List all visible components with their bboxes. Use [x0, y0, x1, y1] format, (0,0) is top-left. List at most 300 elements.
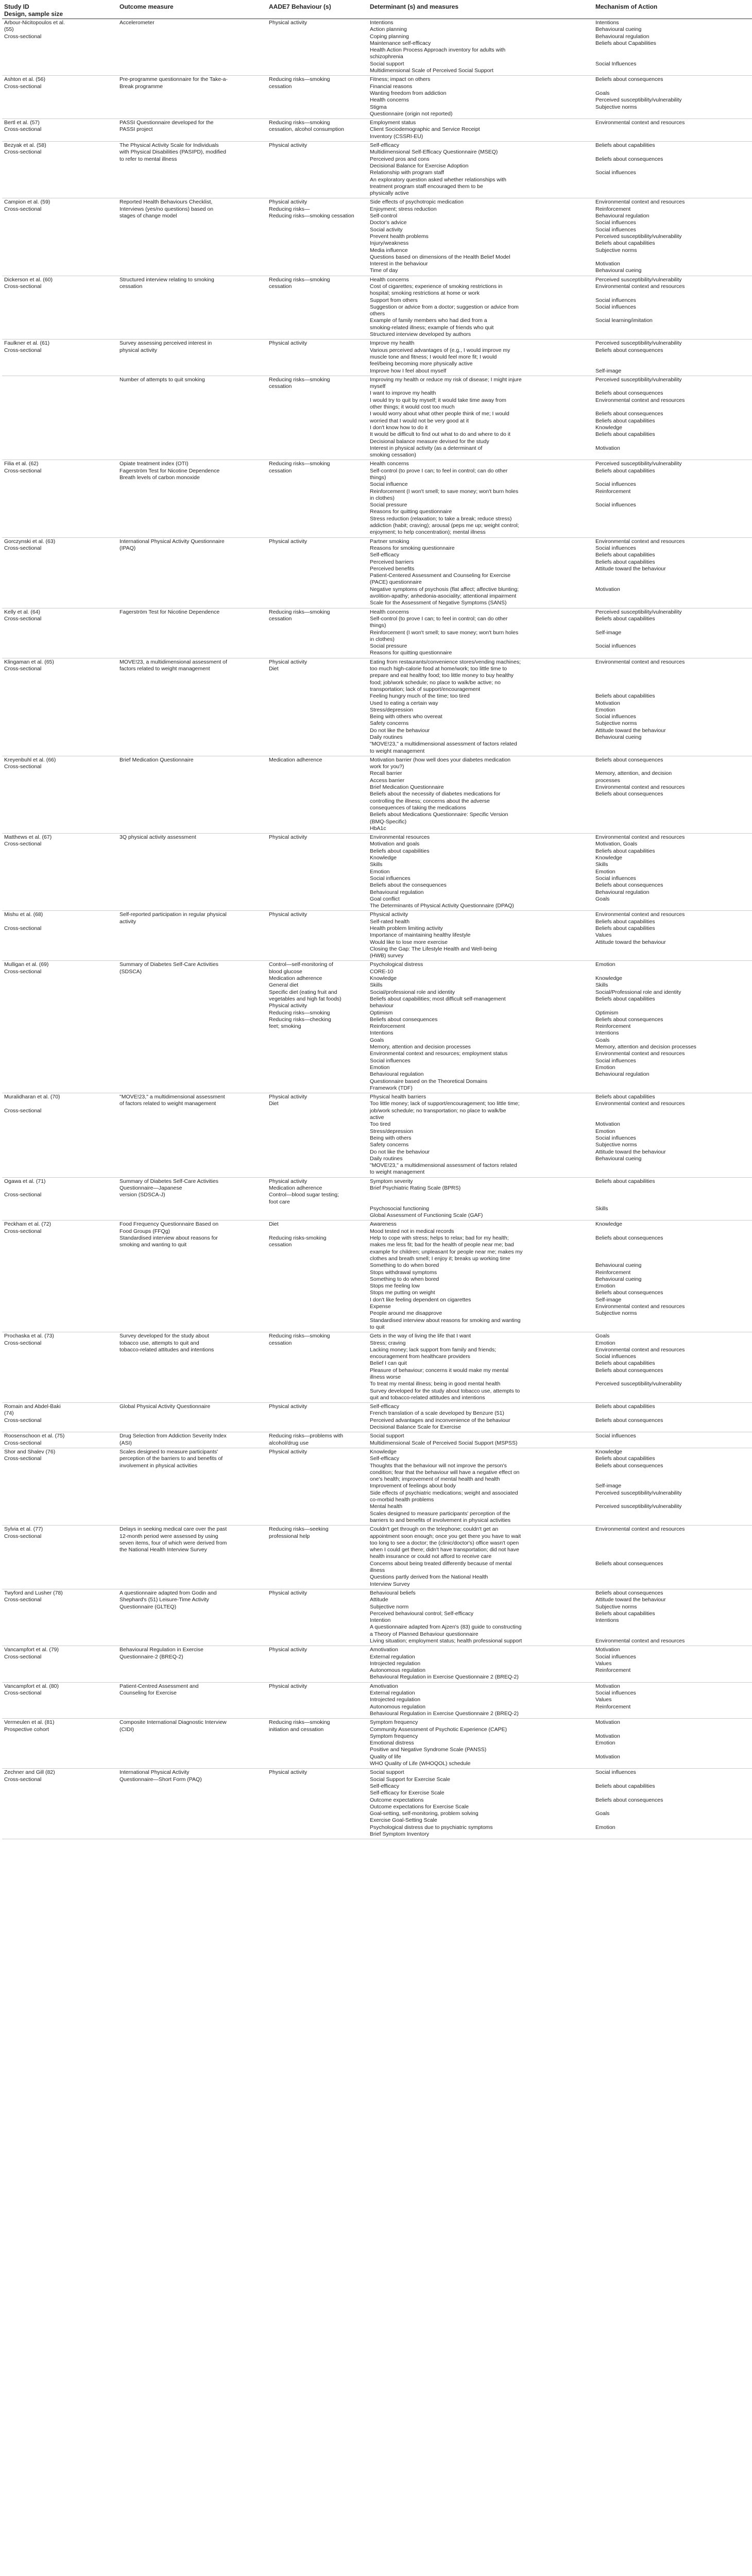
determinants-line: Social support: [370, 1769, 404, 1776]
mechanism-line: [595, 1256, 752, 1262]
mechanism-line: Behavioural regulation: [595, 213, 650, 219]
determinants-line: treatment program staff encouraged them to be: [370, 183, 483, 190]
table-row: [2, 1589, 752, 1646]
determinants-line: Goals: [370, 1037, 384, 1043]
determinants-line: Recall barrier: [370, 770, 402, 777]
mechanism-line: [595, 579, 752, 586]
mechanism-line: Memory, attention, and decision: [595, 770, 672, 777]
study-cell: [2, 1589, 117, 1646]
determinants-line: Being with others who overeat: [370, 714, 442, 720]
determinants-line: Interest in the behaviour: [370, 261, 428, 267]
mechanism-cell: [593, 1432, 752, 1448]
study-cell: [2, 1432, 117, 1448]
determinants-line: quit and tobacco-related attitudes and intentions: [370, 1394, 485, 1401]
mechanism-line: Social/Professional role and identity: [595, 989, 681, 995]
outcome-line: The Physical Activity Scale for Individuals: [119, 142, 219, 149]
study-cell: [2, 834, 117, 911]
mechanism-line: Values: [595, 932, 612, 939]
determinants-line: "MOVE!23," a multidimensional assessment of factors related: [370, 741, 517, 748]
determinants-line: Mental health: [370, 1503, 403, 1510]
table-body: [2, 19, 752, 1839]
determinants-cell: [368, 276, 593, 340]
determinants-line: Safety concerns: [370, 720, 409, 727]
aade7-line: cessation: [269, 1242, 292, 1248]
aade7-line: Reducing risks—smoking: [269, 1333, 330, 1340]
mechanism-line: Motivation: [595, 1121, 620, 1128]
mechanism-line: Social influences: [595, 297, 636, 303]
study-line: Cross-sectional: [4, 467, 42, 474]
determinants-line: Help to cope with stress; helps to relax; bad for my health;: [370, 1235, 509, 1242]
outcome-line: Questionnaire-2 (BREQ-2): [119, 1653, 183, 1660]
study-line: Cross-sectional: [4, 666, 42, 672]
mechanism-line: Beliefs about capabilities: [595, 240, 655, 247]
outcome-line: Questionnaire—Japanese: [119, 1184, 182, 1191]
determinants-line: Enjoyment; stress reduction: [370, 206, 437, 212]
determinants-line: in clothes): [370, 636, 395, 642]
outcome-line: (CIDI): [119, 1726, 134, 1733]
table-row: [2, 1403, 752, 1432]
mechanism-line: Reinforcement: [595, 1023, 631, 1030]
table-row: [2, 198, 752, 276]
mechanism-line: [595, 67, 752, 74]
determinants-line: Outcome expectations: [370, 1797, 424, 1803]
determinants-line: Safety concerns: [370, 1142, 409, 1148]
mechanism-line: Beliefs about consequences: [595, 347, 663, 353]
determinants-line: Perceived benefits: [370, 565, 415, 572]
study-line: Cross-sectional: [4, 347, 42, 353]
mechanism-line: Subjective norms: [595, 1310, 637, 1317]
determinants-line: Being with others: [370, 1134, 412, 1141]
study-line: Cross-sectional: [4, 206, 42, 212]
study-line: Cross-sectional: [4, 1439, 42, 1446]
determinants-cell: [368, 834, 593, 911]
table-row: [2, 911, 752, 961]
aade7-line: Reducing risks—problems with: [269, 1433, 344, 1439]
determinants-line: Do not like the behaviour: [370, 1148, 430, 1155]
mechanism-line: [595, 686, 752, 693]
determinants-line: illness worse: [370, 1374, 401, 1380]
mechanism-line: Motivation: [595, 1719, 620, 1726]
study-line: Cross-sectional: [4, 925, 42, 931]
determinants-line: Introjected regulation: [370, 1660, 421, 1667]
determinants-line: (PACE) questionnaire: [370, 579, 422, 586]
mechanism-cell: [593, 608, 752, 658]
mechanism-line: [595, 325, 752, 331]
aade7-cell: [267, 1432, 368, 1448]
mechanism-cell: [593, 340, 752, 376]
study-line: Sylvia et al. (77): [4, 1526, 43, 1533]
mechanism-cell: [593, 1332, 752, 1403]
determinants-line: Social activity: [370, 226, 403, 233]
determinants-line: Coping planning: [370, 33, 409, 40]
determinants-line: Improve my health: [370, 340, 415, 347]
mechanism-line: Social learning/imitation: [595, 317, 653, 324]
determinants-cell: [368, 376, 593, 460]
determinants-line: [370, 1192, 591, 1198]
mechanism-line: Behavioural regulation: [595, 33, 650, 40]
determinants-line: Environmental resources: [370, 834, 430, 841]
aade7-line: Reducing risks—smoking: [269, 376, 330, 383]
determinants-line: Multidimensional Scale of Perceived Social Support: [370, 67, 493, 74]
mechanism-line: Motivation: [595, 445, 620, 451]
determinants-cell: [368, 1432, 593, 1448]
determinants-line: Social influence: [370, 481, 408, 488]
determinants-line: Eating from restaurants/convenience stores/vending machines;: [370, 658, 521, 665]
study-line: Bezyak et al. (58): [4, 142, 46, 149]
determinants-line: Survey developed for the study about tobacco use, attempts to: [370, 1387, 520, 1394]
mechanism-line: Skills: [595, 982, 608, 989]
study-line: Peckham et al. (72): [4, 1221, 52, 1228]
determinants-cell: [368, 1332, 593, 1403]
mechanism-line: Beliefs about capabilities: [595, 1360, 655, 1367]
determinants-line: too long to see a doctor; the (clinic/doctor's) office wasn't open: [370, 1539, 519, 1546]
mechanism-line: Motivation: [595, 1647, 620, 1653]
determinants-line: addiction (habit; craving); arousal (peps me up; weight control;: [370, 522, 519, 529]
mechanism-line: Beliefs about capabilities: [595, 467, 655, 474]
determinants-line: Perceived barriers: [370, 558, 414, 565]
study-line: Ashton et al. (56): [4, 76, 45, 83]
aade7-line: Reducing risks—smoking: [269, 1719, 330, 1726]
determinants-line: Reinforcement (I won't smell; to save money; won't burn holes: [370, 488, 519, 495]
mechanism-line: Social influences: [595, 1769, 636, 1776]
determinants-cell: [368, 460, 593, 537]
determinants-line: Health concerns: [370, 276, 409, 283]
determinants-line: Health concerns: [370, 461, 409, 467]
mechanism-line: Knowledge: [595, 1448, 622, 1455]
determinants-line: "MOVE!23," a multidimensional assessment of factors related: [370, 1162, 517, 1169]
mechanism-line: Beliefs about consequences: [595, 882, 663, 889]
mechanism-line: Social influences: [595, 1057, 636, 1064]
determinants-line: Interest in physical activity (as a determinant of: [370, 445, 483, 451]
aade7-line: General diet: [269, 982, 299, 989]
determinants-line: Prevent health problems: [370, 233, 429, 240]
study-cell: [2, 1403, 117, 1432]
determinants-line: Symptom severity: [370, 1178, 413, 1184]
determinants-cell: [368, 1221, 593, 1332]
determinants-line: enjoyment; to help concentration); mental illness: [370, 529, 486, 536]
determinants-line: to weight management: [370, 1169, 425, 1176]
mechanism-line: [595, 1574, 752, 1581]
determinants-cell: [368, 19, 593, 76]
determinants-line: in clothes): [370, 495, 395, 501]
determinants-line: worried that I would not be very good at it: [370, 417, 469, 424]
study-line: Prochaska et al. (73): [4, 1333, 54, 1340]
outcome-line: Summary of Diabetes Self-Care Activities: [119, 1178, 218, 1184]
mechanism-line: Beliefs about consequences: [595, 756, 663, 763]
study-cell: [2, 19, 117, 76]
determinants-line: Inventory (CSSRI-EU): [370, 133, 423, 140]
determinants-line: Intentions: [370, 20, 394, 26]
determinants-line: Goal conflict: [370, 895, 400, 902]
table-row: [2, 537, 752, 608]
determinants-line: transportation; lack of support/encouragement: [370, 686, 481, 692]
mechanism-line: [595, 1410, 752, 1417]
mechanism-line: Behavioural cueing: [595, 1155, 642, 1162]
mechanism-line: Behavioural regulation: [595, 889, 650, 895]
determinants-line: Media influence: [370, 247, 408, 253]
determinants-line: Self-rated health: [370, 918, 410, 925]
outcome-line: Survey developed for the study about: [119, 1333, 209, 1340]
mechanism-cell: [593, 198, 752, 276]
outcome-cell: [117, 1769, 267, 1839]
header-aade7: AADE7 Behaviour (s): [267, 3, 368, 19]
mechanism-line: Knowledge: [595, 975, 622, 982]
study-line: Cross-sectional: [4, 83, 42, 90]
determinants-line: Amotivation: [370, 1647, 398, 1653]
mechanism-line: [595, 1162, 752, 1169]
table-row: [2, 608, 752, 658]
determinants-line: Scale for the Assessment of Negative Symptoms (SANS): [370, 600, 507, 606]
mechanism-line: [595, 331, 752, 338]
determinants-line: Relationship with program staff: [370, 170, 444, 176]
outcome-cell: [117, 658, 267, 756]
outcome-cell: [117, 1448, 267, 1525]
mechanism-line: Behavioural regulation: [595, 1071, 650, 1078]
mechanism-cell: [593, 834, 752, 911]
mechanism-line: Beliefs about consequences: [595, 1560, 663, 1567]
determinants-cell: [368, 76, 593, 119]
study-line: Cross-sectional: [4, 1417, 42, 1423]
mechanism-line: Beliefs about capabilities: [595, 995, 655, 1002]
determinants-line: Health problem limiting activity: [370, 925, 443, 931]
aade7-line: Control—blood sugar testing;: [269, 1192, 339, 1198]
determinants-line: Something to do when bored: [370, 1262, 439, 1269]
aade7-line: Reducing risks—smoking: [269, 276, 330, 283]
aade7-line: Physical activity: [269, 834, 307, 841]
determinants-line: a Theory of Planned Behaviour questionnaire: [370, 1631, 478, 1637]
mechanism-line: Beliefs about capabilities: [595, 1455, 655, 1462]
mechanism-line: [595, 1108, 752, 1114]
mechanism-line: Attitude toward the behaviour: [595, 1148, 666, 1155]
determinants-line: Emotion: [370, 868, 390, 875]
determinants-line: Multidimensional Self-Efficacy Questionnaire (MSEQ): [370, 149, 498, 156]
determinants-line: Improvement of feelings about body: [370, 1483, 456, 1489]
mechanism-line: [595, 572, 752, 579]
mechanism-cell: [593, 1526, 752, 1589]
mechanism-line: Environmental context and resources: [595, 397, 685, 403]
aade7-cell: [267, 1682, 368, 1718]
study-line: Zechner and Gill (82): [4, 1769, 55, 1776]
mechanism-line: [595, 1674, 752, 1681]
determinants-line: Physical activity: [370, 911, 408, 918]
outcome-cell: [117, 340, 267, 376]
study-cell: [2, 1177, 117, 1221]
header-study-id: Study ID: [4, 3, 29, 10]
determinants-line: to weight management: [370, 748, 425, 754]
mechanism-line: Social influences: [595, 303, 636, 310]
study-line: Ogawa et al. (71): [4, 1178, 46, 1184]
determinants-cell: [368, 961, 593, 1093]
determinants-line: Negative symptoms of psychosis (flat affect; affective blunting;: [370, 586, 519, 592]
outcome-line: Food Groups (FFQg): [119, 1228, 170, 1234]
determinants-line: Behavioural beliefs: [370, 1589, 416, 1596]
mechanism-cell: [593, 1221, 752, 1332]
aade7-line: cessation, alcohol consumption: [269, 126, 344, 133]
determinants-line: Decisional Balance for Exercise Adoption: [370, 162, 469, 169]
mechanism-line: [595, 1517, 752, 1524]
outcome-line: (IPAQ): [119, 545, 136, 551]
study-line: Cross-sectional: [4, 283, 42, 290]
mechanism-line: Motivation: [595, 1733, 620, 1739]
mechanism-line: Memory, attention and decision processes: [595, 1044, 696, 1050]
aade7-line: Diet: [269, 666, 279, 672]
mechanism-line: Intentions: [595, 1617, 619, 1624]
determinants-line: Psychological distress due to psychiatric symptoms: [370, 1824, 493, 1831]
study-cell: [2, 198, 117, 276]
mechanism-line: Environmental context and resources: [595, 1050, 685, 1057]
mechanism-line: [595, 522, 752, 529]
outcome-cell: [117, 1526, 267, 1589]
determinants-line: Optimism: [370, 1009, 393, 1016]
determinants-line: Positive and Negative Syndrome Scale (PANSS): [370, 1747, 487, 1753]
determinants-line: A questionnaire adapted from Ajzen's (83) guide to constructing: [370, 1624, 522, 1631]
outcome-line: cessation: [119, 283, 143, 290]
mechanism-line: [595, 529, 752, 536]
aade7-cell: [267, 119, 368, 142]
determinants-line: Social support: [370, 60, 404, 67]
study-cell: [2, 142, 117, 198]
mechanism-line: Subjective norms: [595, 247, 637, 253]
determinants-line: People around me disapprove: [370, 1310, 442, 1317]
determinants-line: Health concerns: [370, 608, 409, 615]
mechanism-line: [595, 946, 752, 953]
mechanism-line: Beliefs about capabilities: [595, 558, 655, 565]
mechanism-line: [595, 798, 752, 805]
mechanism-line: Attitude toward the behaviour: [595, 565, 666, 572]
determinants-line: Health concerns: [370, 97, 409, 104]
mechanism-line: [595, 811, 752, 818]
outcome-cell: [117, 911, 267, 961]
aade7-line: Reducing risks—seeking: [269, 1526, 329, 1533]
determinants-cell: [368, 537, 593, 608]
mechanism-line: Beliefs about capabilities: [595, 1178, 655, 1184]
outcome-cell: [117, 1589, 267, 1646]
determinants-line: Brief Medication Questionnaire: [370, 784, 444, 791]
mechanism-line: Attitude toward the behaviour: [595, 727, 666, 734]
table-row: [2, 756, 752, 833]
study-line: Mulligan et al. (69): [4, 961, 49, 968]
determinants-line: muscle tone and fitness; I would feel more fit; I would: [370, 353, 497, 360]
study-line: Kreyenbuhl et al. (66): [4, 756, 56, 763]
mechanism-cell: [593, 756, 752, 833]
mechanism-line: [595, 1581, 752, 1588]
outcome-line: smoking and wanting to quit: [119, 1242, 187, 1248]
mechanism-line: [595, 1817, 752, 1824]
determinants-line: External regulation: [370, 1653, 415, 1660]
determinants-line: condition; fear that the behaviour will have a negative effect on: [370, 1469, 520, 1476]
mechanism-line: Social influences: [595, 1690, 636, 1697]
mechanism-line: Self-image: [595, 629, 622, 636]
study-line: Faulkner et al. (61): [4, 340, 50, 347]
mechanism-line: Beliefs about capabilities: [595, 1783, 655, 1789]
outcome-line: Questionnaire—Short Form (PAQ): [119, 1776, 202, 1783]
determinants-line: Multidimensional Scale of Perceived Social Support (MSPSS): [370, 1439, 518, 1446]
determinants-line: Environmental context and resources; employment status: [370, 1050, 508, 1057]
determinants-line: HbA1c: [370, 825, 386, 832]
mechanism-line: [595, 1440, 752, 1447]
determinants-cell: [368, 119, 593, 142]
determinants-cell: [368, 198, 593, 276]
mechanism-line: Environmental context and resources: [595, 1346, 685, 1353]
determinants-line: Perceived behavioural control; Self-efficacy: [370, 1610, 474, 1617]
outcome-line: involvement in physical activities: [119, 1462, 198, 1469]
study-line: [4, 1185, 115, 1192]
determinants-line: Maintenance self-efficacy: [370, 40, 431, 46]
mechanism-line: [595, 163, 752, 170]
mechanism-line: Social influences: [595, 219, 636, 226]
aade7-cell: [267, 1093, 368, 1178]
mechanism-line: processes: [595, 777, 620, 784]
mechanism-line: [595, 1249, 752, 1256]
study-line: Cross-sectional: [4, 1776, 42, 1783]
aade7-line: Reducing risks—smoking: [269, 120, 330, 126]
mechanism-line: [595, 825, 752, 832]
mechanism-line: Beliefs about consequences: [595, 1367, 663, 1374]
mechanism-line: [595, 1776, 752, 1783]
determinants-line: Exercise Goal-Setting Scale: [370, 1817, 437, 1824]
mechanism-line: Perceived susceptibility/vulnerability: [595, 608, 682, 615]
mechanism-line: Self-image: [595, 1483, 622, 1489]
determinants-line: Self-efficacy: [370, 1455, 399, 1462]
determinants-line: Outcome expectations for Exercise Scale: [370, 1803, 469, 1810]
table-row: [2, 658, 752, 756]
determinants-line: Employment status: [370, 120, 416, 126]
mechanism-line: [595, 1540, 752, 1547]
outcome-cell: [117, 1093, 267, 1178]
determinants-line: Used to eating a certain way: [370, 700, 438, 706]
determinants-line: Daily routines: [370, 1155, 403, 1162]
determinants-line: To treat my mental illness; being in good mental health: [370, 1381, 501, 1387]
aade7-cell: [267, 198, 368, 276]
determinants-line: Improving my health or reduce my risk of disease; I might injure: [370, 376, 522, 383]
study-line: Cross-sectional: [4, 841, 42, 848]
study-line: Filia et al. (62): [4, 461, 39, 467]
study-cell: [2, 608, 117, 658]
study-cell: [2, 1332, 117, 1403]
determinants-line: schizophrenia: [370, 54, 403, 60]
aade7-cell: [267, 76, 368, 119]
outcome-line: activity: [119, 918, 136, 925]
mechanism-line: [595, 741, 752, 748]
determinants-line: (HWB) survey: [370, 953, 404, 959]
mechanism-cell: [593, 376, 752, 460]
table-row: [2, 340, 752, 376]
determinants-line: Memory, attention and decision processes: [370, 1044, 471, 1050]
mechanism-line: [595, 1831, 752, 1838]
determinants-line: barriers to and benefits of involvement in physical activities: [370, 1517, 511, 1523]
mechanism-line: [595, 1395, 752, 1401]
outcome-line: Food Frequency Questionnaire Based on: [119, 1221, 219, 1228]
mechanism-line: Emotion: [595, 706, 616, 713]
determinants-line: It would be difficult to find out what to do and where to do it: [370, 431, 510, 438]
mechanism-line: Environmental context and resources: [595, 120, 685, 126]
determinants-line: Wanting freedom from addiction: [370, 90, 447, 96]
mechanism-line: Environmental context and resources: [595, 911, 685, 918]
mechanism-line: Emotion: [595, 1283, 616, 1290]
determinants-line: Behavioural Regulation in Exercise Questionnaire 2 (BREQ-2): [370, 1674, 519, 1681]
determinants-line: Suggestion or advice from a doctor; suggestion or advice from: [370, 303, 519, 310]
determinants-line: I don't like feeling dependent on cigarettes: [370, 1296, 471, 1303]
mechanism-line: Knowledge: [595, 1221, 622, 1228]
determinants-line: An exploratory question asked whether relationships with: [370, 176, 506, 183]
determinants-line: Self-efficacy: [370, 552, 399, 558]
determinants-line: behaviour: [370, 1003, 394, 1009]
determinants-line: I don't know how to do it: [370, 424, 428, 431]
table-header-row: [2, 3, 752, 19]
study-line: Kelly et al. (64): [4, 608, 41, 615]
determinants-line: controlling the illness; concerns about the adverse: [370, 798, 490, 804]
determinants-line: Stress/depression: [370, 706, 414, 713]
